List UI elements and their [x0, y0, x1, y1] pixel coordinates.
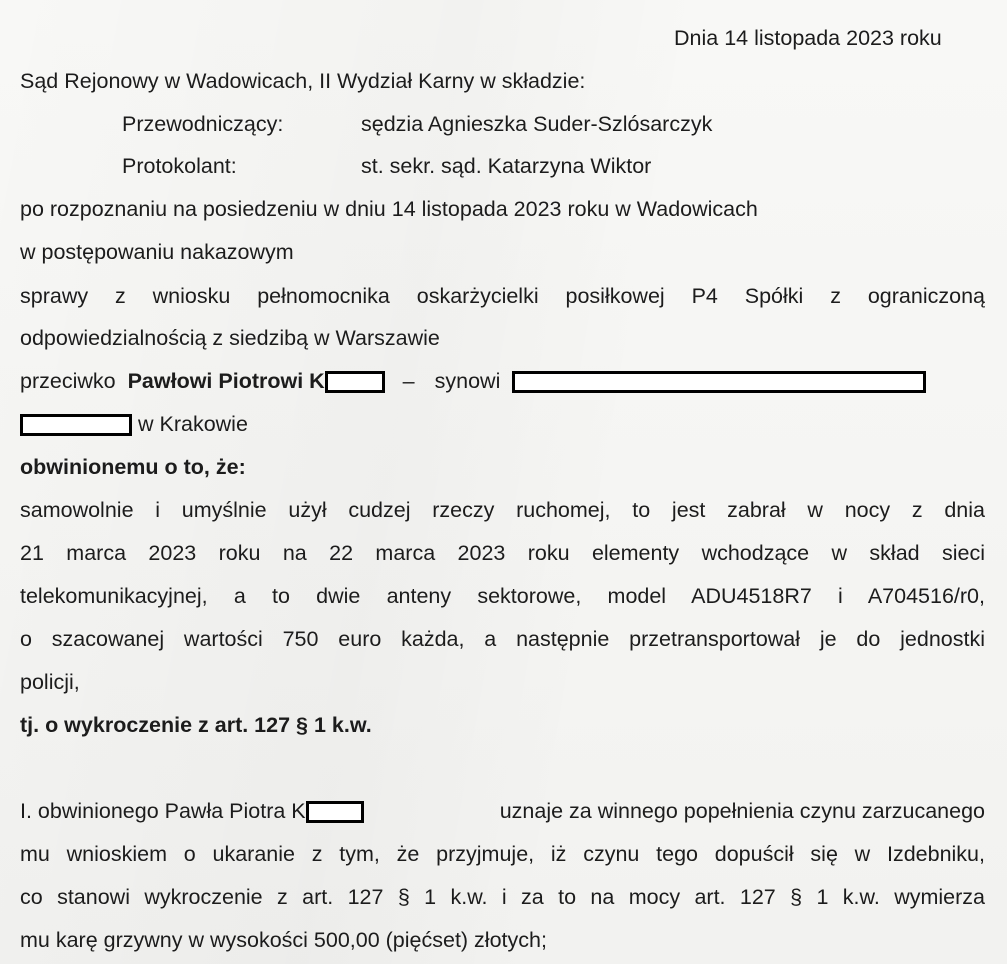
case-intro-line: odpowiedzialnością z siedzibą w Warszawie — [20, 326, 440, 350]
role-name: sędzia Agnieszka Suder-Szlósarczyk — [361, 112, 713, 136]
defendant-dash: – — [402, 369, 415, 393]
verdict-line: mu karę grzywny w wysokości 500,00 (pięćset) złotych; — [20, 928, 547, 952]
verdict-line — [20, 798, 985, 824]
case-intro-line: sprawy z wniosku pełnomocnika oskarżycielki posiłkowej P4 Spółki z ograniczoną — [20, 284, 985, 308]
hearing-line: po rozpoznaniu na posiedzeniu w dniu 14 listopada 2023 roku w Wadowicach — [20, 197, 758, 221]
verdict-line: mu wnioskiem o ukaranie z tym, że przyjmuje, iż czynu tego dopuścił się w Izdebniku, — [20, 842, 985, 866]
redaction-box — [20, 414, 132, 436]
role-name: st. sekr. sąd. Katarzyna Wiktor — [361, 154, 652, 178]
charge-line: policji, — [20, 670, 80, 694]
defendant-son-of: synowi — [434, 369, 501, 393]
defendant-line — [20, 368, 926, 394]
role-label: Protokolant: — [122, 154, 237, 178]
verdict-prefix: I. obwinionego Pawła Piotra K — [20, 799, 306, 823]
defendant-prefix: przeciwko — [20, 369, 116, 393]
redaction-box — [512, 371, 926, 393]
charge-line: o szacowanej wartości 750 euro każda, a następnie przetransportował je do jednostki — [20, 627, 985, 651]
defendant-city-line — [20, 411, 248, 437]
defendant-city: w Krakowie — [137, 412, 248, 436]
charge-line: samowolnie i umyślnie użył cudzej rzeczy ruchomej, to jest zabrał w nocy z dnia — [20, 498, 985, 522]
charged-heading: obwinionemu o to, że: — [20, 455, 246, 479]
offense-line: tj. o wykroczenie z art. 127 § 1 k.w. — [20, 713, 372, 737]
defendant-name: Pawłowi Piotrowi K — [127, 369, 325, 393]
redaction-box — [306, 801, 364, 823]
role-label: Przewodniczący: — [122, 112, 284, 136]
verdict-line: co stanowi wykroczenie z art. 127 § 1 k.w. i za to na mocy art. 127 § 1 k.w. wymierza — [20, 885, 985, 909]
charge-line: telekomunikacyjnej, a to dwie anteny sektorowe, model ADU4518R7 i A704516/r0, — [20, 584, 985, 608]
redaction-box — [325, 371, 385, 393]
court-line: Sąd Rejonowy w Wadowicach, II Wydział Karny w składzie: — [20, 69, 586, 93]
procedure-line: w postępowaniu nakazowym — [20, 240, 294, 264]
verdict-suffix: uznaje za winnego popełnienia czynu zarzucanego — [499, 799, 985, 823]
charge-line: 21 marca 2023 roku na 22 marca 2023 roku elementy wchodzące w skład sieci — [20, 541, 985, 565]
date-line: Dnia 14 listopada 2023 roku — [674, 26, 942, 50]
